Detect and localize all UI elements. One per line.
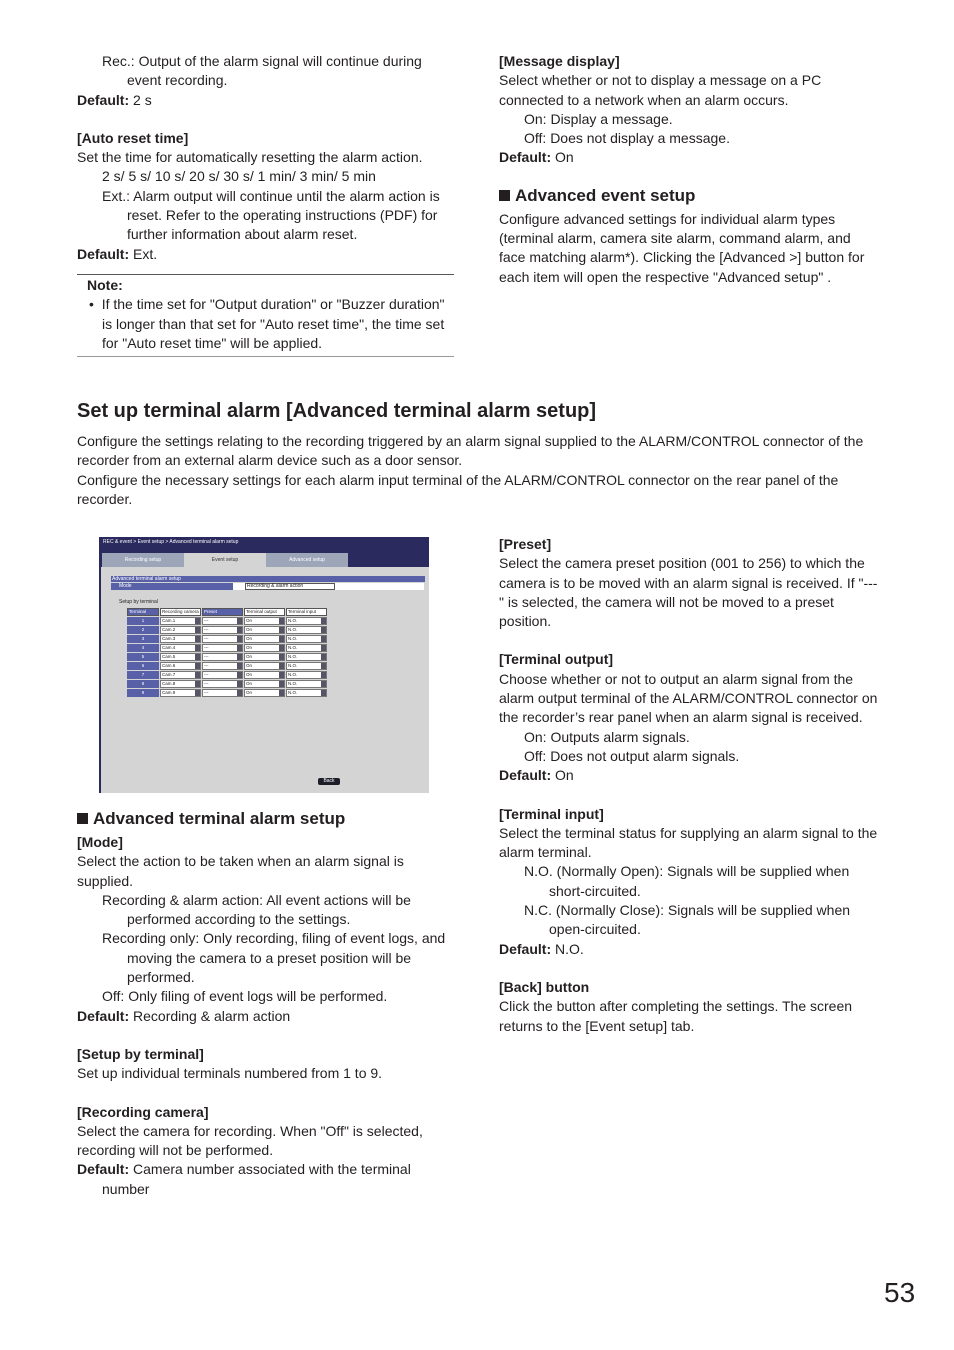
note-label: Note: [87, 276, 123, 293]
preset-select[interactable]: --- [202, 644, 243, 652]
terminal-output-off: Off: Does not output alarm signals. [524, 747, 740, 764]
preset-desc: Select the camera preset position (001 to 256) to which the camera is to be moved with an alarm signal is received. If "---" is selected, the camera will not be moved to a preset position. [499, 555, 878, 630]
square-bullet-icon [499, 190, 510, 201]
mode-label: Mode [111, 583, 233, 590]
column-header: Recording camera [160, 608, 201, 616]
recording-camera-select[interactable]: Cam.5 [160, 653, 201, 661]
default-label: Default: [77, 1007, 130, 1024]
recording-camera-heading: [Recording camera] [77, 1103, 209, 1120]
recording-camera-select[interactable]: Cam.3 [160, 635, 201, 643]
mode-row [111, 583, 424, 590]
table-row [127, 617, 327, 625]
tab-recording-setup[interactable]: Recording setup [102, 553, 184, 567]
terminal-input-heading: [Terminal input] [499, 805, 604, 822]
default-label: Default: [77, 91, 130, 108]
intro-para-1: Configure the settings relating to the recording triggered by an alarm signal supplied to the ALARM/CONTROL connector of the recorder from an external alarm device such as a door sensor. [77, 433, 864, 469]
note-text: If the time set for "Output duration" or "Buzzer duration" is longer than that set for "Auto reset time", the time set for "Auto reset time" will be applied. [101, 296, 445, 351]
recording-camera-select[interactable]: Cam.9 [160, 689, 201, 697]
terminal-number: 9 [127, 689, 159, 697]
intro-para-2: Configure the necessary settings for each alarm input terminal of the ALARM/CONTROL connector on the rear panel of the recorder. [77, 471, 839, 507]
terminal-output-select[interactable]: On [244, 635, 285, 643]
right-bottom-column [499, 535, 879, 1036]
table-row [127, 626, 327, 634]
terminal-number: 6 [127, 662, 159, 670]
mode-select[interactable]: Recording & alarm action [245, 583, 335, 590]
default-value: N.O. [551, 940, 584, 957]
preset-select[interactable]: --- [202, 626, 243, 634]
breadcrumb: REC & event > Event setup > Advanced terminal alarm setup [101, 537, 429, 548]
preset-heading: [Preset] [499, 536, 552, 552]
note-bullet: • If the time set for "Output duration" or "Buzzer duration" is longer than that set for "Auto reset time", the time set for "Auto reset time" will be applied. [89, 296, 445, 351]
mode-option-1: Recording & alarm action: All event actions will be performed according to the settings. [102, 891, 411, 928]
default-label: Default: [77, 245, 130, 262]
note-box [77, 274, 454, 357]
terminal-number: 3 [127, 635, 159, 643]
terminal-input-desc: Select the terminal status for supplying an alarm signal to the alarm terminal. [499, 824, 878, 861]
default-label: Default: [499, 149, 552, 166]
message-display-heading: [Message display] [499, 53, 620, 69]
preset-select[interactable]: --- [202, 689, 243, 697]
terminal-input-select[interactable]: N.O. [286, 662, 327, 670]
preset-select[interactable]: --- [202, 635, 243, 643]
column-header: Terminal input [286, 608, 327, 616]
terminal-output-select[interactable]: On [244, 617, 285, 625]
terminal-output-select[interactable]: On [244, 626, 285, 634]
table-row [127, 671, 327, 679]
terminal-input-select[interactable]: N.O. [286, 680, 327, 688]
settings-screenshot [99, 537, 429, 793]
message-on: On: Display a message. [524, 110, 673, 127]
default-value: 2 s [129, 91, 152, 108]
terminal-output-desc: Choose whether or not to output an alarm signal from the alarm output terminal of the ALARM/CONTROL connector on the recorder’s rear panel when an alarm signal is received. [499, 670, 878, 726]
table-row [127, 653, 327, 661]
page-number: 53 [884, 1277, 916, 1308]
preset-select[interactable]: --- [202, 662, 243, 670]
terminal-number: 8 [127, 680, 159, 688]
recording-camera-desc: Select the camera for recording. When "Off" is selected, recording will not be performed. [77, 1122, 423, 1159]
terminal-number: 4 [127, 644, 159, 652]
terminal-output-select[interactable]: On [244, 662, 285, 670]
table-row [127, 689, 327, 697]
auto-reset-options: 2 s/ 5 s/ 10 s/ 20 s/ 30 s/ 1 min/ 3 min/ 5 min [102, 168, 376, 185]
setup-by-terminal-label: Setup by terminal [119, 599, 158, 605]
tab-advanced-setup[interactable]: Advanced setup [266, 553, 348, 567]
terminal-input-select[interactable]: N.O. [286, 617, 327, 625]
message-off: Off: Does not display a message. [524, 130, 730, 147]
terminal-output-select[interactable]: On [244, 644, 285, 652]
default-value: On [551, 767, 574, 784]
terminal-input-select[interactable]: N.O. [286, 626, 327, 634]
tab-bar [101, 548, 429, 567]
panel-title: Advanced terminal alarm setup [111, 576, 425, 582]
default-value: Recording & alarm action [129, 1007, 291, 1024]
recording-camera-select[interactable]: Cam.1 [160, 617, 201, 625]
default-value: On [551, 149, 574, 166]
back-button[interactable]: Back [318, 778, 340, 785]
default-label: Default: [499, 940, 552, 957]
terminal-number: 2 [127, 626, 159, 634]
recording-camera-select[interactable]: Cam.8 [160, 680, 201, 688]
right-top-column [499, 52, 877, 287]
recording-camera-select[interactable]: Cam.6 [160, 662, 201, 670]
mode-option-2: Recording only: Only recording, filing of event logs, and moving the camera to a preset position will be performed. [102, 930, 446, 986]
terminal-input-select[interactable]: N.O. [286, 653, 327, 661]
back-button-heading: [Back] button [499, 978, 590, 995]
preset-select[interactable]: --- [202, 653, 243, 661]
table-row [127, 635, 327, 643]
column-header: Terminal output [244, 608, 285, 616]
preset-select[interactable]: --- [202, 671, 243, 679]
recording-camera-select[interactable]: Cam.4 [160, 644, 201, 652]
column-header: Preset [202, 608, 243, 616]
mode-heading: [Mode] [77, 834, 123, 850]
square-bullet-icon [77, 813, 88, 824]
left-bottom-column [77, 808, 454, 1199]
mode-option-3: Off: Only filing of event logs will be performed. [102, 988, 388, 1005]
default-label: Default: [499, 767, 552, 784]
recording-camera-select[interactable]: Cam.2 [160, 626, 201, 634]
section-title: Set up terminal alarm [Advanced terminal alarm setup] [77, 400, 597, 422]
auto-reset-desc: Set the time for automatically resetting the alarm action. [77, 149, 423, 166]
back-button-desc: Click the button after completing the settings. The screen returns to the [Event setup] tab. [499, 998, 853, 1034]
table-row [127, 644, 327, 652]
setup-by-terminal-heading: [Setup by terminal] [77, 1045, 204, 1062]
advanced-event-desc: Configure advanced settings for individual alarm types (terminal alarm, camera site alarm, command alarm, and face matching alarm*). Clicking the [Advanced >] button for each item will open the respective "Advanced setup" . [499, 210, 865, 285]
terminal-output-select[interactable]: On [244, 680, 285, 688]
left-top-column [77, 52, 454, 357]
default-value: Ext. [129, 245, 158, 262]
terminal-output-select[interactable]: On [244, 653, 285, 661]
auto-reset-heading: [Auto reset time] [77, 129, 189, 146]
terminal-input-nc: N.C. (Normally Close): Signals will be supplied when open-circuited. [524, 902, 851, 938]
terminal-output-select[interactable]: On [244, 689, 285, 697]
terminal-number: 7 [127, 671, 159, 679]
terminal-input-select[interactable]: N.O. [286, 644, 327, 652]
preset-select[interactable]: --- [202, 680, 243, 688]
terminal-input-no: N.O. (Normally Open): Signals will be supplied when short-circuited. [524, 863, 850, 899]
table-row [127, 680, 327, 688]
mode-desc: Select the action to be taken when an alarm signal is supplied. [77, 853, 404, 889]
ext-line: Ext.: Alarm output will continue until the alarm action is reset. Refer to the operating instructions (PDF) for further information about alarm reset. [102, 187, 440, 243]
recording-camera-select[interactable]: Cam.7 [160, 671, 201, 679]
terminal-input-select[interactable]: N.O. [286, 671, 327, 679]
terminal-number: 1 [127, 617, 159, 625]
terminal-input-select[interactable]: N.O. [286, 635, 327, 643]
advanced-event-heading: Advanced event setup [499, 185, 877, 207]
terminal-output-on: On: Outputs alarm signals. [524, 728, 690, 745]
rec-line: Rec.: Output of the alarm signal will continue during event recording. [102, 53, 422, 89]
table-row [127, 662, 327, 670]
terminal-input-select[interactable]: N.O. [286, 689, 327, 697]
terminal-output-select[interactable]: On [244, 671, 285, 679]
default-value: Camera number associated with the terminal number [102, 1161, 411, 1197]
section-intro [77, 432, 877, 509]
terminal-table [126, 607, 328, 698]
preset-select[interactable]: --- [202, 617, 243, 625]
message-display-desc: Select whether or not to display a message on a PC connected to a network when an alarm occurs. [499, 72, 822, 108]
column-header: Terminal [127, 608, 159, 616]
tab-event-setup[interactable]: Event setup [184, 553, 266, 567]
terminal-output-heading: [Terminal output] [499, 651, 614, 668]
advanced-terminal-alarm-heading: Advanced terminal alarm setup [77, 808, 454, 830]
default-label: Default: [77, 1161, 130, 1178]
setup-by-terminal-desc: Set up individual terminals numbered from 1 to 9. [77, 1065, 383, 1082]
terminal-number: 5 [127, 653, 159, 661]
